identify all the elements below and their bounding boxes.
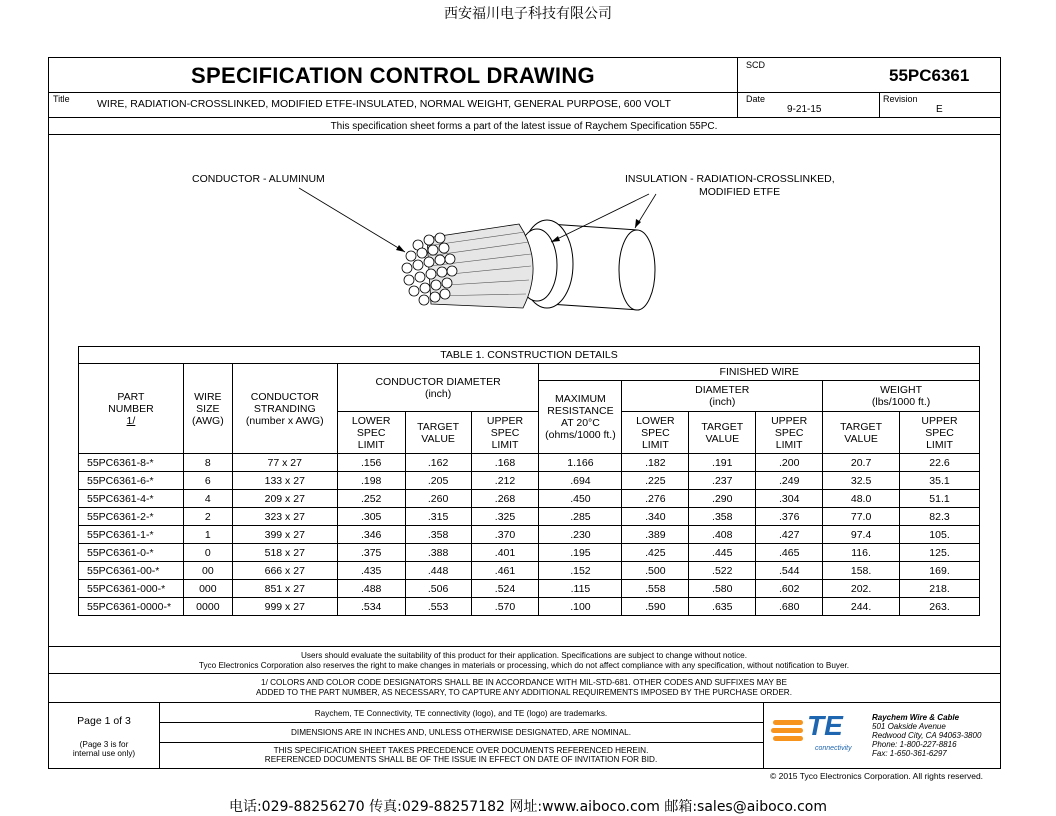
address-phone: Phone: 1-800-227-8816 [872, 740, 957, 749]
table-cell: .445 [689, 544, 756, 562]
table-cell: .191 [689, 454, 756, 472]
table-cell: .200 [756, 454, 823, 472]
table-cell: 82.3 [900, 508, 980, 526]
table-cell: 125. [900, 544, 980, 562]
header-w-upper: UPPER SPEC LIMIT [900, 412, 980, 454]
date-value: 9-21-15 [787, 104, 822, 115]
table-cell: .388 [405, 544, 471, 562]
table-cell: .237 [689, 472, 756, 490]
table-cell: .488 [337, 580, 405, 598]
table-cell: .427 [756, 526, 823, 544]
table-cell: .115 [539, 580, 622, 598]
table-cell: .252 [337, 490, 405, 508]
table-cell: .534 [337, 598, 405, 616]
table-cell: .325 [471, 508, 539, 526]
table-cell: 97.4 [823, 526, 900, 544]
table-cell: .100 [539, 598, 622, 616]
table-cell: 55PC6361-0000-* [79, 598, 184, 616]
table-cell: 55PC6361-1-* [79, 526, 184, 544]
table-row [79, 580, 980, 598]
table-cell: .230 [539, 526, 622, 544]
table-cell: 55PC6361-000-* [79, 580, 184, 598]
table-cell: 35.1 [900, 472, 980, 490]
table-cell: .401 [471, 544, 539, 562]
table-cell: 22.6 [900, 454, 980, 472]
address-street: 501 Oakside Avenue [872, 722, 946, 731]
table-cell: 999 x 27 [232, 598, 337, 616]
table-cell: .425 [622, 544, 689, 562]
revision-value: E [936, 104, 943, 115]
table-cell: 851 x 27 [232, 580, 337, 598]
table-cell: 000 [183, 580, 232, 598]
scd-number: 55PC6361 [889, 66, 970, 85]
table-cell: .225 [622, 472, 689, 490]
table-row [79, 526, 980, 544]
table-cell: .168 [471, 454, 539, 472]
table-cell: .205 [405, 472, 471, 490]
table-cell: .590 [622, 598, 689, 616]
header-d-target: TARGET VALUE [689, 412, 756, 454]
table-cell: 00 [183, 562, 232, 580]
table-cell: 2 [183, 508, 232, 526]
header-cd-target: TARGET VALUE [405, 412, 471, 454]
table-cell: 55PC6361-00-* [79, 562, 184, 580]
table-cell: 399 x 27 [232, 526, 337, 544]
table-cell: .602 [756, 580, 823, 598]
precedence-note-line1: THIS SPECIFICATION SHEET TAKES PRECEDENCE OVER DOCUMENTS REFERENCED HEREIN. [273, 746, 649, 755]
conductor-callout: CONDUCTOR - ALUMINUM [192, 173, 325, 185]
table-cell: .544 [756, 562, 823, 580]
table-row [79, 454, 980, 472]
header-max-resistance: MAXIMUM RESISTANCE AT 20°C (ohms/1000 ft.) [539, 381, 622, 454]
spec-note: This specification sheet forms a part of the latest issue of Raychem Specification 55PC. [330, 121, 718, 132]
table-cell: 1 [183, 526, 232, 544]
table-cell: .635 [689, 598, 756, 616]
table-cell: .195 [539, 544, 622, 562]
table-cell: 1.166 [539, 454, 622, 472]
header-cd-upper: UPPER SPEC LIMIT [471, 412, 539, 454]
table-cell: .260 [405, 490, 471, 508]
table-cell: 8 [183, 454, 232, 472]
table-cell: .524 [471, 580, 539, 598]
header-diameter: DIAMETER (inch) [622, 381, 823, 412]
table-cell: 32.5 [823, 472, 900, 490]
table-cell: .389 [622, 526, 689, 544]
header-weight: WEIGHT (lbs/1000 ft.) [823, 381, 980, 412]
table-cell: .340 [622, 508, 689, 526]
table-cell: 202. [823, 580, 900, 598]
table-cell: 55PC6361-4-* [79, 490, 184, 508]
table-cell: 218. [900, 580, 980, 598]
address-company: Raychem Wire & Cable [872, 713, 960, 722]
table-cell: .465 [756, 544, 823, 562]
table-row [79, 544, 980, 562]
table-cell: .290 [689, 490, 756, 508]
contact-line: 电话:029-88256270 传真:029-88257182 网址:www.aiboco.com 邮箱:sales@aiboco.com [228, 799, 828, 815]
table-cell: .553 [405, 598, 471, 616]
table-cell: .558 [622, 580, 689, 598]
table-cell: .680 [756, 598, 823, 616]
revision-label: Revision [883, 94, 918, 104]
table-cell: 51.1 [900, 490, 980, 508]
insulation-callout-line2: MODIFIED ETFE [699, 186, 781, 198]
table-cell: .198 [337, 472, 405, 490]
title-text: WIRE, RADIATION-CROSSLINKED, MODIFIED ETFE-INSULATED, NORMAL WEIGHT, GENERAL PURPOSE, 600 VOLT [97, 98, 671, 110]
dimensions-note: DIMENSIONS ARE IN INCHES AND, UNLESS OTHERWISE DESIGNATED, ARE NOMINAL. [291, 728, 631, 737]
table-cell: .580 [689, 580, 756, 598]
header-w-target: TARGET VALUE [823, 412, 900, 454]
table-row [79, 508, 980, 526]
address-fax: Fax: 1-650-361-6297 [872, 749, 947, 758]
header-conductor-diameter: CONDUCTOR DIAMETER (inch) [337, 364, 539, 412]
table-cell: .358 [689, 508, 756, 526]
document-title: SPECIFICATION CONTROL DRAWING [191, 63, 595, 88]
table-cell: 4 [183, 490, 232, 508]
table-cell: .500 [622, 562, 689, 580]
copyright: © 2015 Tyco Electronics Corporation. All rights reserved. [770, 771, 984, 781]
header-d-lower: LOWER SPEC LIMIT [622, 412, 689, 454]
users-note-line2: Tyco Electronics Corporation also reserves the right to make changes in materials or processing, which do not affect compliance with any specification, without notification to Buyer. [198, 661, 850, 670]
precedence-note-line2: REFERENCED DOCUMENTS SHALL BE OF THE ISSUE IN EFFECT ON DATE OF INVITATION FOR BID. [264, 755, 658, 764]
table-cell: .249 [756, 472, 823, 490]
insulation-callout-line1: INSULATION - RADIATION-CROSSLINKED, [625, 173, 835, 185]
table-cell: 55PC6361-6-* [79, 472, 184, 490]
header-finished-wire: FINISHED WIRE [539, 364, 980, 381]
color-note-line2: ADDED TO THE PART NUMBER, AS NECESSARY, TO CAPTURE ANY ADDITIONAL REQUIREMENTS IMPOSED BY THE PURCHASE ORDER. [256, 688, 792, 697]
table-cell: 77.0 [823, 508, 900, 526]
color-note-line1: 1/ COLORS AND COLOR CODE DESIGNATORS SHALL BE IN ACCORDANCE WITH MIL-STD-681. OTHER CODES AND SUFFIXES MAY BE [261, 678, 787, 687]
construction-table [78, 346, 980, 616]
table-cell: 0 [183, 544, 232, 562]
te-logo-stripes-icon [771, 718, 807, 744]
table-cell: .152 [539, 562, 622, 580]
header-part-number: PART NUMBER 1/ [79, 364, 184, 454]
table-cell: 55PC6361-0-* [79, 544, 184, 562]
table-cell: .570 [471, 598, 539, 616]
header-wire-size: WIRE SIZE (AWG) [183, 364, 232, 454]
table-cell: 323 x 27 [232, 508, 337, 526]
table-cell: .212 [471, 472, 539, 490]
table-cell: 158. [823, 562, 900, 580]
table-cell: 169. [900, 562, 980, 580]
table-cell: .435 [337, 562, 405, 580]
table-cell: .305 [337, 508, 405, 526]
table-cell: 48.0 [823, 490, 900, 508]
table-cell: .461 [471, 562, 539, 580]
users-note-line1: Users should evaluate the suitability of this product for their application. Specifications are subject to change without notice. [300, 651, 747, 660]
table-row [79, 472, 980, 490]
table-cell: .156 [337, 454, 405, 472]
table-cell: 244. [823, 598, 900, 616]
page-number: Page 1 of 3 [77, 715, 131, 727]
table-cell: .408 [689, 526, 756, 544]
table-cell: 133 x 27 [232, 472, 337, 490]
table-cell: .285 [539, 508, 622, 526]
table-cell: .162 [405, 454, 471, 472]
table-cell: .370 [471, 526, 539, 544]
table-cell: 77 x 27 [232, 454, 337, 472]
table-caption: TABLE 1. CONSTRUCTION DETAILS [79, 347, 980, 364]
table-cell: .376 [756, 508, 823, 526]
table-cell: 55PC6361-2-* [79, 508, 184, 526]
table-cell: .346 [337, 526, 405, 544]
date-label: Date [746, 94, 766, 104]
table-cell: 105. [900, 526, 980, 544]
table-cell: 0000 [183, 598, 232, 616]
table-cell: .268 [471, 490, 539, 508]
table-row [79, 562, 980, 580]
table-cell: .375 [337, 544, 405, 562]
table-cell: .522 [689, 562, 756, 580]
company-name: 西安福川电子科技有限公司 [444, 6, 612, 22]
te-logo-subtext: connectivity [815, 745, 852, 752]
table-cell: .182 [622, 454, 689, 472]
header-cd-lower: LOWER SPEC LIMIT [337, 412, 405, 454]
trademark-note: Raychem, TE Connectivity, TE connectivity (logo), and TE (logo) are trademarks. [314, 709, 608, 718]
address-city: Redwood City, CA 94063-3800 [872, 731, 982, 740]
spec-sheet [48, 57, 1001, 769]
table-cell: .506 [405, 580, 471, 598]
table-cell: 6 [183, 472, 232, 490]
table-row [79, 598, 980, 616]
table-cell: 116. [823, 544, 900, 562]
scd-label: SCD [746, 60, 766, 70]
table-cell: .694 [539, 472, 622, 490]
page-note-line1: (Page 3 is for [79, 740, 129, 749]
table-cell: 20.7 [823, 454, 900, 472]
table-cell: 209 x 27 [232, 490, 337, 508]
header-d-upper: UPPER SPEC LIMIT [756, 412, 823, 454]
wire-drawing [49, 134, 999, 344]
table-cell: 666 x 27 [232, 562, 337, 580]
table-cell: .450 [539, 490, 622, 508]
table-cell: .315 [405, 508, 471, 526]
table-cell: .276 [622, 490, 689, 508]
table-cell: 263. [900, 598, 980, 616]
table-cell: .448 [405, 562, 471, 580]
te-logo: TE [807, 710, 843, 741]
page-note-line2: internal use only) [72, 749, 136, 758]
table-cell: 518 x 27 [232, 544, 337, 562]
table-row [79, 490, 980, 508]
table-cell: 55PC6361-8-* [79, 454, 184, 472]
title-label: Title [53, 94, 70, 104]
table-cell: .358 [405, 526, 471, 544]
header-stranding: CONDUCTOR STRANDING (number x AWG) [232, 364, 337, 454]
table-cell: .304 [756, 490, 823, 508]
